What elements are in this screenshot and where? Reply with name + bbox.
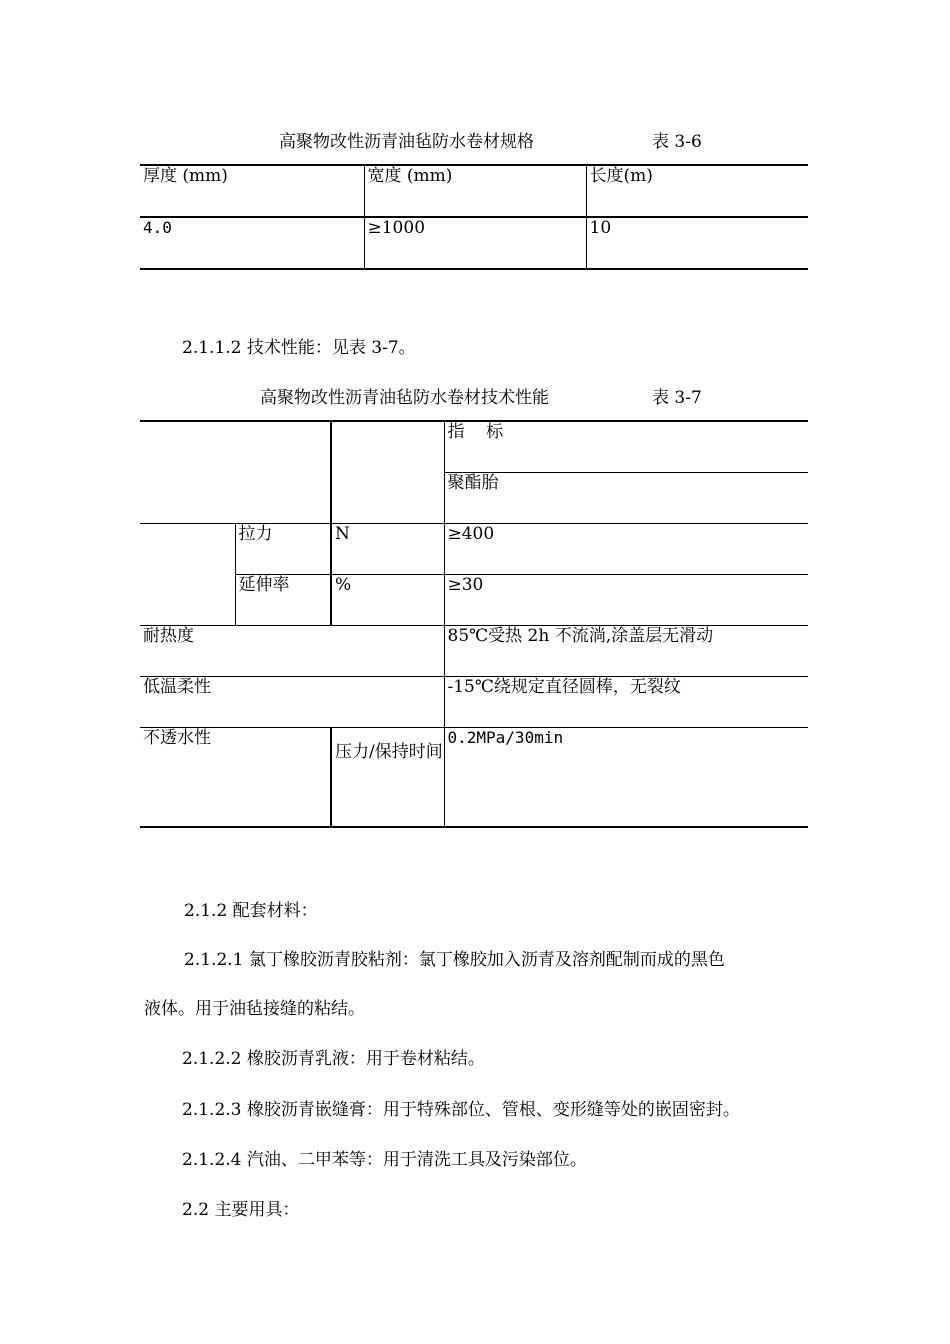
table1-number: 表 3-6 (652, 132, 702, 152)
cell-width: ≥1000 (364, 217, 586, 269)
header-length: 长度(m) (586, 165, 808, 217)
table-row (140, 523, 808, 574)
table2-number: 表 3-7 (652, 388, 702, 408)
tensile-value: ≥400 (444, 523, 808, 574)
section-2112: 2.1.1.2 技术性能：见表 3-7。 (182, 338, 416, 358)
heat-label: 耐热度 (140, 625, 444, 676)
paragraph-2124: 2.1.2.4 汽油、二甲苯等：用于清洗工具及污染部位。 (182, 1150, 587, 1170)
material-header: 聚酯胎 (444, 472, 808, 523)
elongation-value: ≥30 (444, 574, 808, 625)
tensile-label: 拉力 (235, 523, 331, 574)
tensile-unit: N (331, 523, 444, 574)
elongation-label: 延伸率 (235, 574, 331, 625)
table-row (140, 574, 808, 625)
cold-label: 低温柔性 (140, 676, 444, 727)
paragraph-22: 2.2 主要用具： (182, 1200, 300, 1220)
elongation-unit: % (331, 574, 444, 625)
cell-thickness: 4.0 (140, 217, 364, 269)
table-header-row (140, 165, 808, 217)
cold-value: -15℃绕规定直径圆棒，无裂纹 (444, 676, 808, 727)
heat-value: 85℃受热 2h 不流淌,涂盖层无滑动 (444, 625, 808, 676)
blank-corner (140, 421, 331, 523)
paragraph-2122: 2.1.2.2 橡胶沥青乳液：用于卷材粘结。 (182, 1049, 485, 1069)
table2-caption: 高聚物改性沥青油毡防水卷材技术性能 (260, 388, 549, 408)
table-row (140, 421, 808, 472)
table-row (140, 676, 808, 727)
header-thickness: 厚度 (mm) (140, 165, 364, 217)
table-row (140, 217, 808, 269)
spec-table (140, 164, 808, 270)
performance-table (140, 420, 808, 828)
water-value: 0.2MPa/30min (444, 727, 808, 827)
paragraph-2121-line1: 2.1.2.1 氯丁橡胶沥青胶粘剂：氯丁橡胶加入沥青及溶剂配制而成的黑色 (184, 950, 725, 970)
indicator-header: 指 标 (444, 421, 808, 472)
blank-group-cell (140, 523, 235, 625)
paragraph-212: 2.1.2 配套材料： (184, 901, 318, 921)
header-width: 宽度 (mm) (364, 165, 586, 217)
blank-unit-header (331, 421, 444, 523)
water-condition: 压力/保持时间 (331, 727, 444, 827)
paragraph-2123: 2.1.2.3 橡胶沥青嵌缝膏：用于特殊部位、管根、变形缝等处的嵌固密封。 (182, 1100, 740, 1120)
table1-caption: 高聚物改性沥青油毡防水卷材规格 (279, 132, 534, 152)
cell-length: 10 (586, 217, 808, 269)
table-row (140, 727, 808, 827)
paragraph-2121-line2: 液体。用于油毡接缝的粘结。 (144, 999, 365, 1019)
table-row (140, 625, 808, 676)
water-label: 不透水性 (140, 727, 331, 827)
